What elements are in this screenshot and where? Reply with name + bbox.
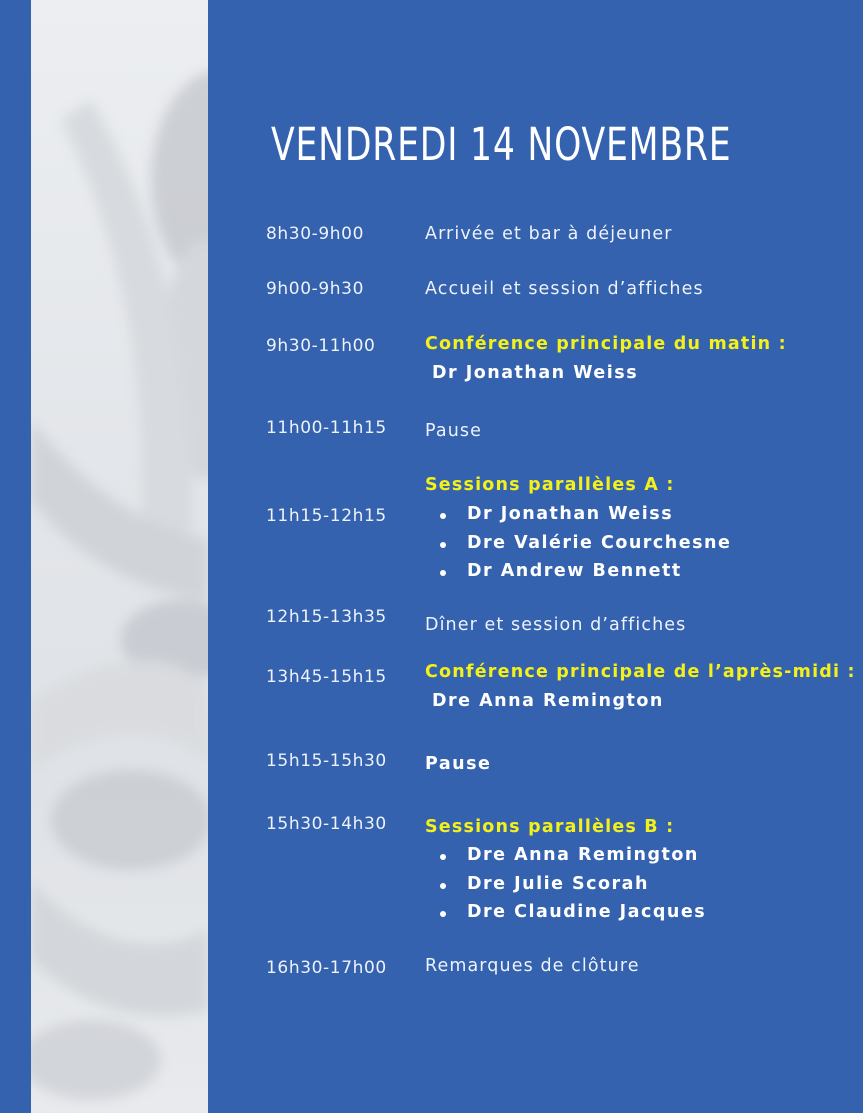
time-slot: 15h15-15h30 xyxy=(266,751,387,771)
speaker-list-item: Dr Andrew Bennett xyxy=(440,561,731,590)
speaker-list xyxy=(440,845,706,931)
time-slot: 9h00-9h30 xyxy=(266,279,364,299)
session-heading: Sessions parallèles A : xyxy=(425,475,675,495)
agenda-item: Arrivée et bar à déjeuner xyxy=(425,224,673,244)
decorative-photo xyxy=(31,0,208,1113)
time-slot: 11h00-11h15 xyxy=(266,418,387,438)
time-slot: 12h15-13h35 xyxy=(266,607,387,627)
time-slot: 16h30-17h00 xyxy=(266,958,387,978)
keynote-speaker: Dr Jonathan Weiss xyxy=(432,363,639,383)
time-slot: 9h30-11h00 xyxy=(266,336,376,356)
keynote-heading: Conférence principale de l’après-midi : xyxy=(425,662,856,682)
agenda-item: Dîner et session d’affiches xyxy=(425,615,687,635)
photo-strip xyxy=(31,0,208,1113)
speaker-list-item: Dr Jonathan Weiss xyxy=(440,504,731,533)
speaker-list xyxy=(440,504,731,590)
speaker-list-item: Dre Anna Remington xyxy=(440,845,706,874)
time-slot: 8h30-9h00 xyxy=(266,224,364,244)
page-title: VENDREDI 14 NOVEMBRE xyxy=(271,118,732,171)
session-heading: Sessions parallèles B : xyxy=(425,817,675,837)
time-slot: 15h30-14h30 xyxy=(266,814,387,834)
agenda-item: Pause xyxy=(425,421,482,441)
speaker-list-item: Dre Claudine Jacques xyxy=(440,902,706,931)
agenda-item: Pause xyxy=(425,754,492,774)
agenda-item: Remarques de clôture xyxy=(425,956,640,976)
keynote-heading: Conférence principale du matin : xyxy=(425,334,787,354)
speaker-list-item: Dre Valérie Courchesne xyxy=(440,533,731,562)
time-slot: 13h45-15h15 xyxy=(266,667,387,687)
speaker-list-item: Dre Julie Scorah xyxy=(440,874,706,903)
keynote-speaker: Dre Anna Remington xyxy=(432,691,664,711)
time-slot: 11h15-12h15 xyxy=(266,506,387,526)
agenda-item: Accueil et session d’affiches xyxy=(425,279,704,299)
